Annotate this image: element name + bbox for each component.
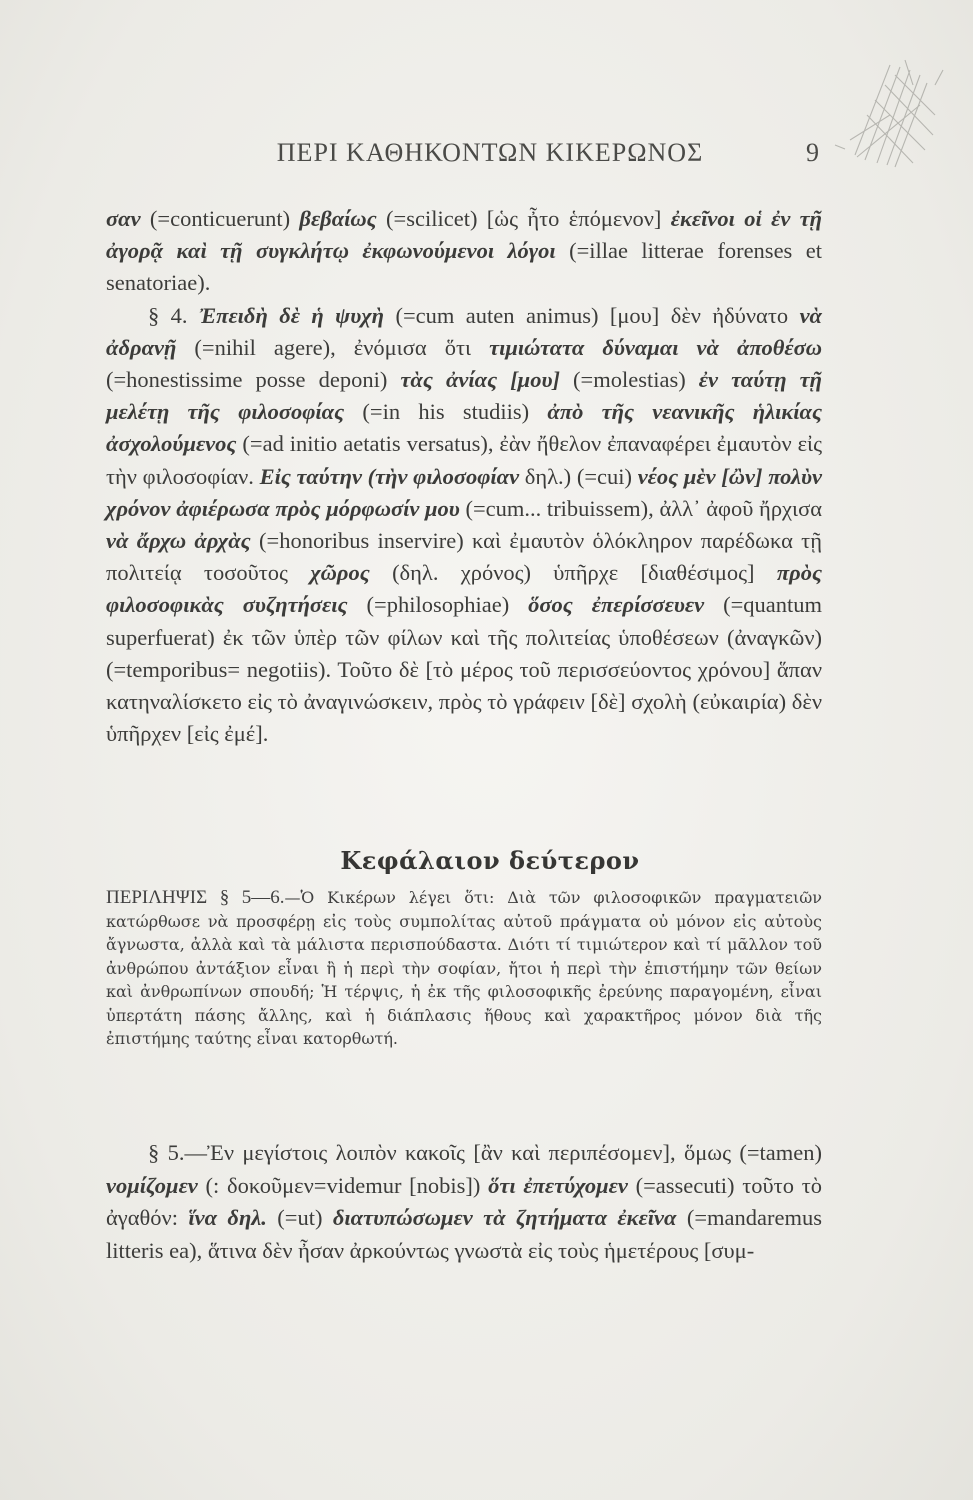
text-run: (=cum... tribuissem), ἀλλ᾽ ἀφοῦ ἤρχισα — [459, 495, 823, 521]
greek-translation-phrase: ἀπὸ τῆς νεανικῆς ἡλικίας ἀσχολούμενος — [106, 399, 822, 457]
greek-translation-phrase: σαν — [106, 206, 141, 231]
chapter-summary — [106, 886, 822, 1051]
chapter-title: Κεφάλαιον δεύτερον — [340, 846, 640, 875]
running-head: ΠΕΡΙ ΚΑΘΗΚΟΝΤΩΝ ΚΙΚΕΡΩΝΟΣ — [276, 138, 704, 167]
greek-translation-phrase: πρὸς φιλοσοφικὰς συζητήσεις — [106, 560, 822, 618]
text-run: (δηλ. χρόνος) ὑπῆρχε [διαθέσιμος] — [369, 560, 777, 586]
text-run: (=cum auten animus) [μου] δὲν ἠδύνατο — [384, 302, 800, 328]
text-run: (=nihil agere), ἐνόμισα ὅτι — [176, 334, 490, 360]
greek-translation-phrase: διατυπώσωμεν τὰ ζητήματα ἐκεῖνα — [332, 1205, 677, 1230]
paragraph-section-4 — [106, 300, 822, 751]
text-run: § 5.—Ἐν μεγίστοις λοιπὸν κακοῖς [ἂν καὶ περιπέσομεν], ὅμως (=tamen) — [148, 1140, 822, 1165]
greek-translation-phrase: νὰ ἀδρανῇ — [106, 302, 822, 360]
greek-translation-phrase: ὅτι ἐπετύχομεν — [488, 1172, 628, 1198]
text-run: (=philosophiae) — [347, 592, 529, 618]
greek-translation-phrase: βεβαίως — [299, 206, 377, 231]
greek-translation-phrase: Ἐπειδὴ δὲ ἡ ψυχὴ — [198, 302, 385, 328]
greek-translation-phrase: ἐκεῖνοι οἱ ἐν τῇ ἀγορᾷ καὶ τῇ συγκλήτῳ ἐκφωνούμενοι λόγοι — [106, 206, 822, 264]
text-run: (=scilicet) [ὡς ἦτο ἑπόμενον] — [376, 206, 671, 231]
text-run: (=honoribus inservire) καὶ ἐμαυτὸν ὁλόκληρον παρέδωκα τῇ πολιτείᾳ τοσοῦτος — [106, 528, 822, 586]
greek-translation-phrase: νὰ ἄρχω ἀρχὰς — [106, 528, 251, 554]
summary-lead: ΠΕΡΙΛΗΨΙΣ § 5—6. — [106, 887, 285, 908]
paragraph-continuation — [106, 203, 822, 300]
greek-translation-phrase: τιμιώτατα δύναμαι νὰ ἀποθέσω — [489, 334, 823, 360]
main-text — [106, 203, 822, 750]
text-run: (=assecuti) τοῦτο τὸ ἀγαθόν: — [106, 1172, 822, 1230]
page-number: 9 — [806, 138, 819, 167]
text-run: (=molestias) — [559, 367, 699, 393]
text-run: § 4. — [148, 302, 199, 328]
summary-text: —Ὁ Κικέρων λέγει ὅτι: Διὰ τῶν φιλοσοφικῶν πραγματειῶν κατώρθωσε νὰ προσφέρῃ εἰς τοὺς συμπολίτας αὐτοῦ πράγματα οὐ μόνον εἰς αὐτοὺς ἄγνωστα, ἀλλὰ καὶ τὰ μάλιστα περισπούδαστα. Διότι τί τιμιώτερον καὶ τί μᾶλλον τοῦ ἀνθρώπου ἀντάξιον εἶναι ἢ ἡ περὶ τὴν σοφίαν, ἤτοι ἡ περὶ τὴν ἐπιστήμην τῶν θείων καὶ ἀνθρωπίνων σπουδή; Ἡ τέρψις, ἡ ἐκ τῆς φιλοσοφικῆς ἐρεύνης παραγομένη, εἶναι ὑπερτάτη πάσης ἄλλης, καὶ ἡ διάπλασις ἤθους καὶ χαρακτῆρος μόνον διὰ τῆς ἐπιστήμης ταύτης εἶναι κατορθωτή. — [106, 888, 822, 1048]
text-run: (=ut) — [266, 1205, 333, 1230]
text-run: (=conticuerunt) — [140, 206, 300, 231]
text-run: (=illae litterae forenses et senatoriae). — [106, 238, 822, 296]
greek-translation-phrase: τὰς ἀνίας [μου] — [400, 367, 560, 393]
greek-translation-phrase: νέος μὲν [ὢν] πολὺν χρόνον ἀφιέρωσα πρὸς μόρφωσίν μου — [106, 463, 823, 521]
text-run: (=ad initio aetatis versatus), ἐὰν ἤθελον ἐπαναφέρει ἐμαυτὸν εἰς τὴν φιλοσοφίαν. — [106, 431, 822, 489]
text-run: δηλ.) (=cui) — [519, 463, 638, 489]
greek-translation-phrase: Εἰς ταύτην (τὴν φιλοσοφίαν — [259, 463, 520, 489]
greek-translation-phrase: ὅσος ἐπερίσσευεν — [528, 592, 705, 618]
greek-translation-phrase: ἵνα δηλ. — [188, 1205, 267, 1230]
text-run: (: δοκοῦμεν=videmur [nobis]) — [197, 1172, 489, 1198]
text-run: (=quantum superfuerat) ἐκ τῶν ὑπὲρ τῶν φίλων καὶ τῆς πολιτείας ὑποθέσεων (ἀναγκῶν) (=temporibus= negotiis). Τοῦτο δὲ [τὸ μέρος τοῦ περισσεύοντος χρόνου] ἅπαν κατηναλίσκετο εἰς τὸ ἀναγινώσκειν, πρὸς τὸ γράφειν [δὲ] σχολὴ (εὐκαιρία) δὲν ὑπῆρχεν [εἰς ἐμέ]. — [106, 592, 822, 747]
text-run: (=in his studiis) — [344, 399, 548, 425]
pencil-scribble-mark — [795, 45, 955, 185]
greek-translation-phrase: νομίζομεν — [106, 1172, 198, 1198]
text-run: (=mandaremus litteris ea), ἅτινα δὲν ἦσαν ἀρκούντως γνωστὰ εἰς τοὺς ἡμετέρους [συμ- — [106, 1205, 822, 1263]
greek-translation-phrase: ἐν ταύτῃ τῇ μελέτῃ τῆς φιλοσοφίας — [106, 367, 822, 425]
paragraph-section-5 — [106, 1137, 822, 1267]
greek-translation-phrase: χῶρος — [310, 560, 370, 586]
section-5-text — [106, 1137, 822, 1267]
text-run: (=honestissime posse deponi) — [106, 367, 401, 393]
